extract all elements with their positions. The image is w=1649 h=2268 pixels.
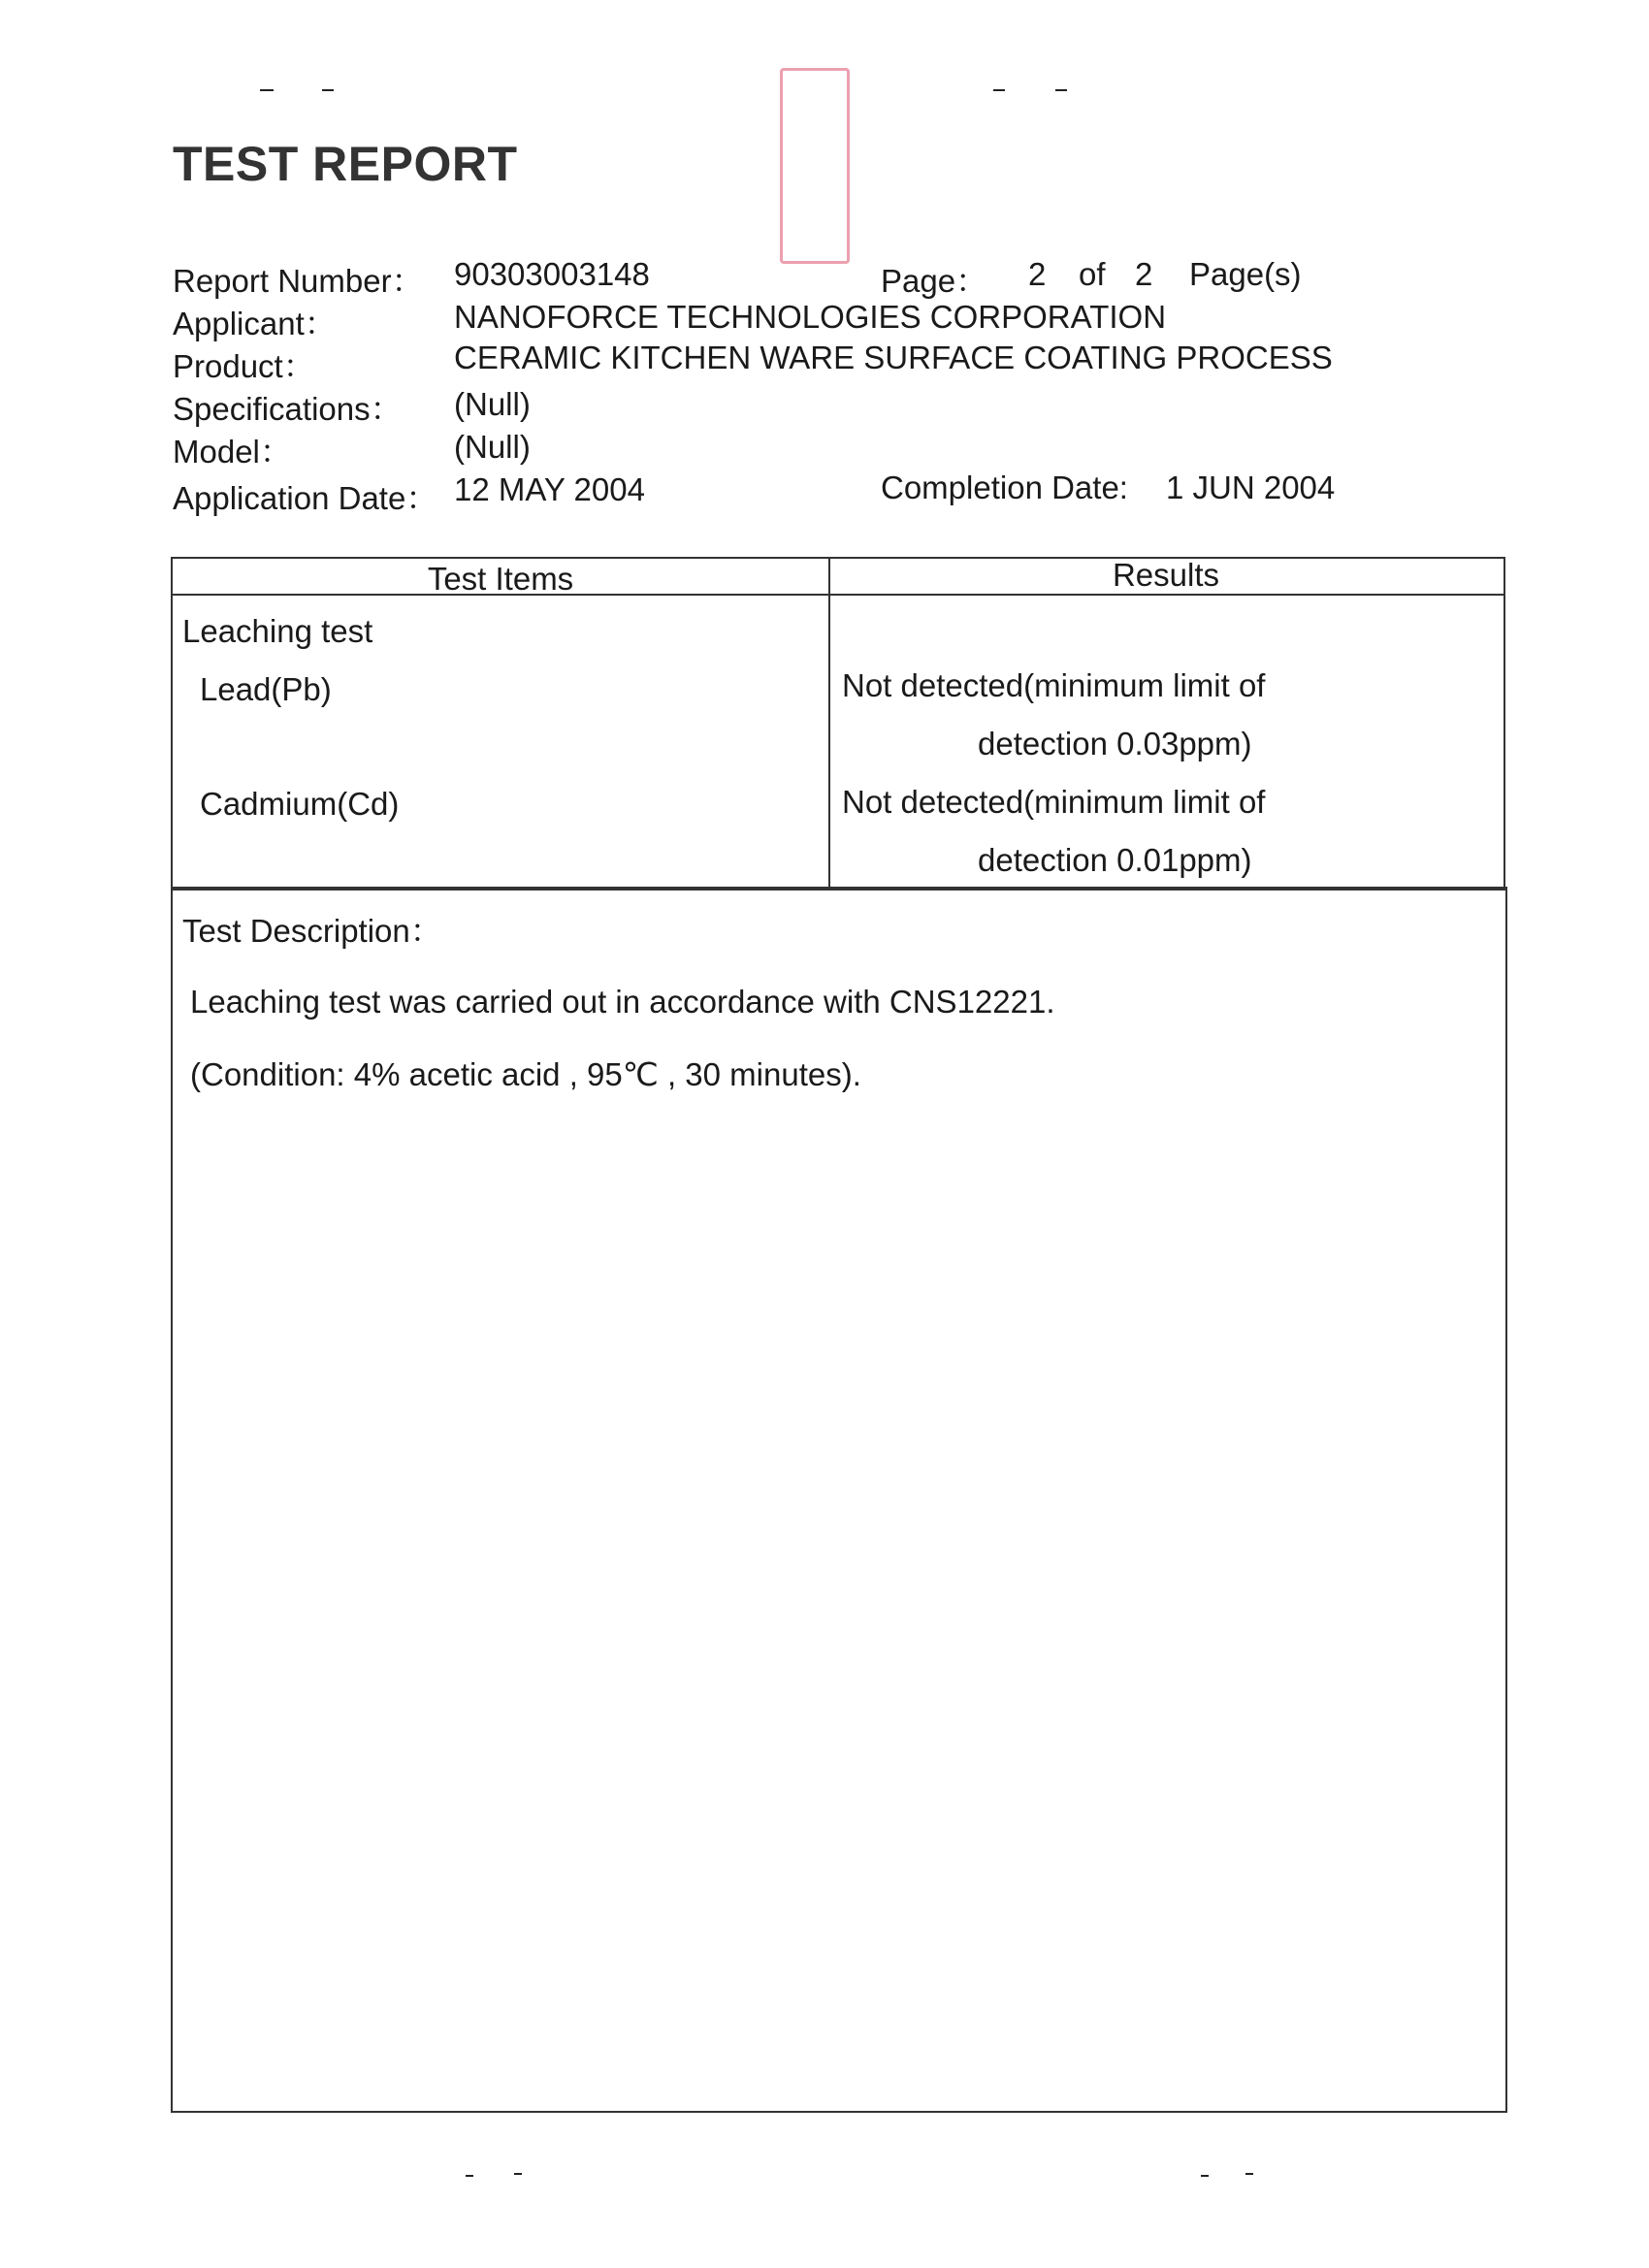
scan-mark	[260, 89, 274, 91]
report-number-value: 90303003148	[454, 256, 650, 292]
result-lead-line1: Not detected(minimum limit of	[842, 667, 1266, 703]
page-suffix: Page(s)	[1189, 256, 1302, 292]
result-cadmium-line1: Not detected(minimum limit of	[842, 784, 1266, 820]
specifications-value: (Null)	[454, 386, 531, 422]
report-title: TEST REPORT	[173, 137, 518, 191]
completion-date-label: Completion Date:	[881, 470, 1128, 505]
completion-date-value: 1 JUN 2004	[1166, 470, 1336, 505]
scan-mark	[993, 89, 1005, 91]
results-table	[171, 557, 1505, 891]
scan-mark	[514, 2173, 522, 2175]
specifications-label: Specifications：	[173, 391, 403, 427]
model-label: Model：	[173, 434, 292, 470]
description-line-2: (Condition: 4% acetic acid , 95℃ , 30 minutes).	[190, 1056, 861, 1092]
product-value: CERAMIC KITCHEN WARE SURFACE COATING PROCESS	[454, 340, 1333, 375]
scan-mark	[322, 89, 334, 91]
page-current: 2	[1028, 256, 1047, 292]
report-number-label: Report Number：	[173, 263, 424, 299]
header-test-items: Test Items	[427, 561, 574, 597]
product-label: Product：	[173, 348, 315, 384]
applicant-value: NANOFORCE TECHNOLOGIES CORPORATION	[454, 299, 1167, 335]
result-cadmium-line2: detection 0.01ppm)	[978, 842, 1252, 878]
test-item-cadmium: Cadmium(Cd)	[200, 786, 400, 822]
test-item-lead: Lead(Pb)	[200, 671, 332, 707]
model-value: (Null)	[454, 429, 531, 465]
application-date-label: Application Date：	[173, 480, 438, 516]
application-date-value: 12 MAY 2004	[454, 471, 645, 507]
result-lead-line2: detection 0.03ppm)	[978, 726, 1252, 761]
table-column-divider	[828, 557, 830, 889]
description-line-1: Leaching test was carried out in accordance with CNS12221.	[190, 984, 1055, 1020]
page-total: 2	[1135, 256, 1153, 292]
page-of: of	[1079, 256, 1106, 292]
test-description-label: Test Description：	[182, 913, 442, 949]
applicant-label: Applicant：	[173, 306, 337, 341]
scan-mark	[466, 2175, 473, 2177]
scan-mark	[1245, 2173, 1253, 2175]
red-stamp	[780, 68, 850, 264]
page-label: Page：	[881, 263, 988, 299]
scan-mark	[1055, 89, 1067, 91]
scan-mark	[1201, 2175, 1209, 2177]
header-results: Results	[1112, 557, 1220, 593]
test-group-label: Leaching test	[182, 613, 373, 649]
